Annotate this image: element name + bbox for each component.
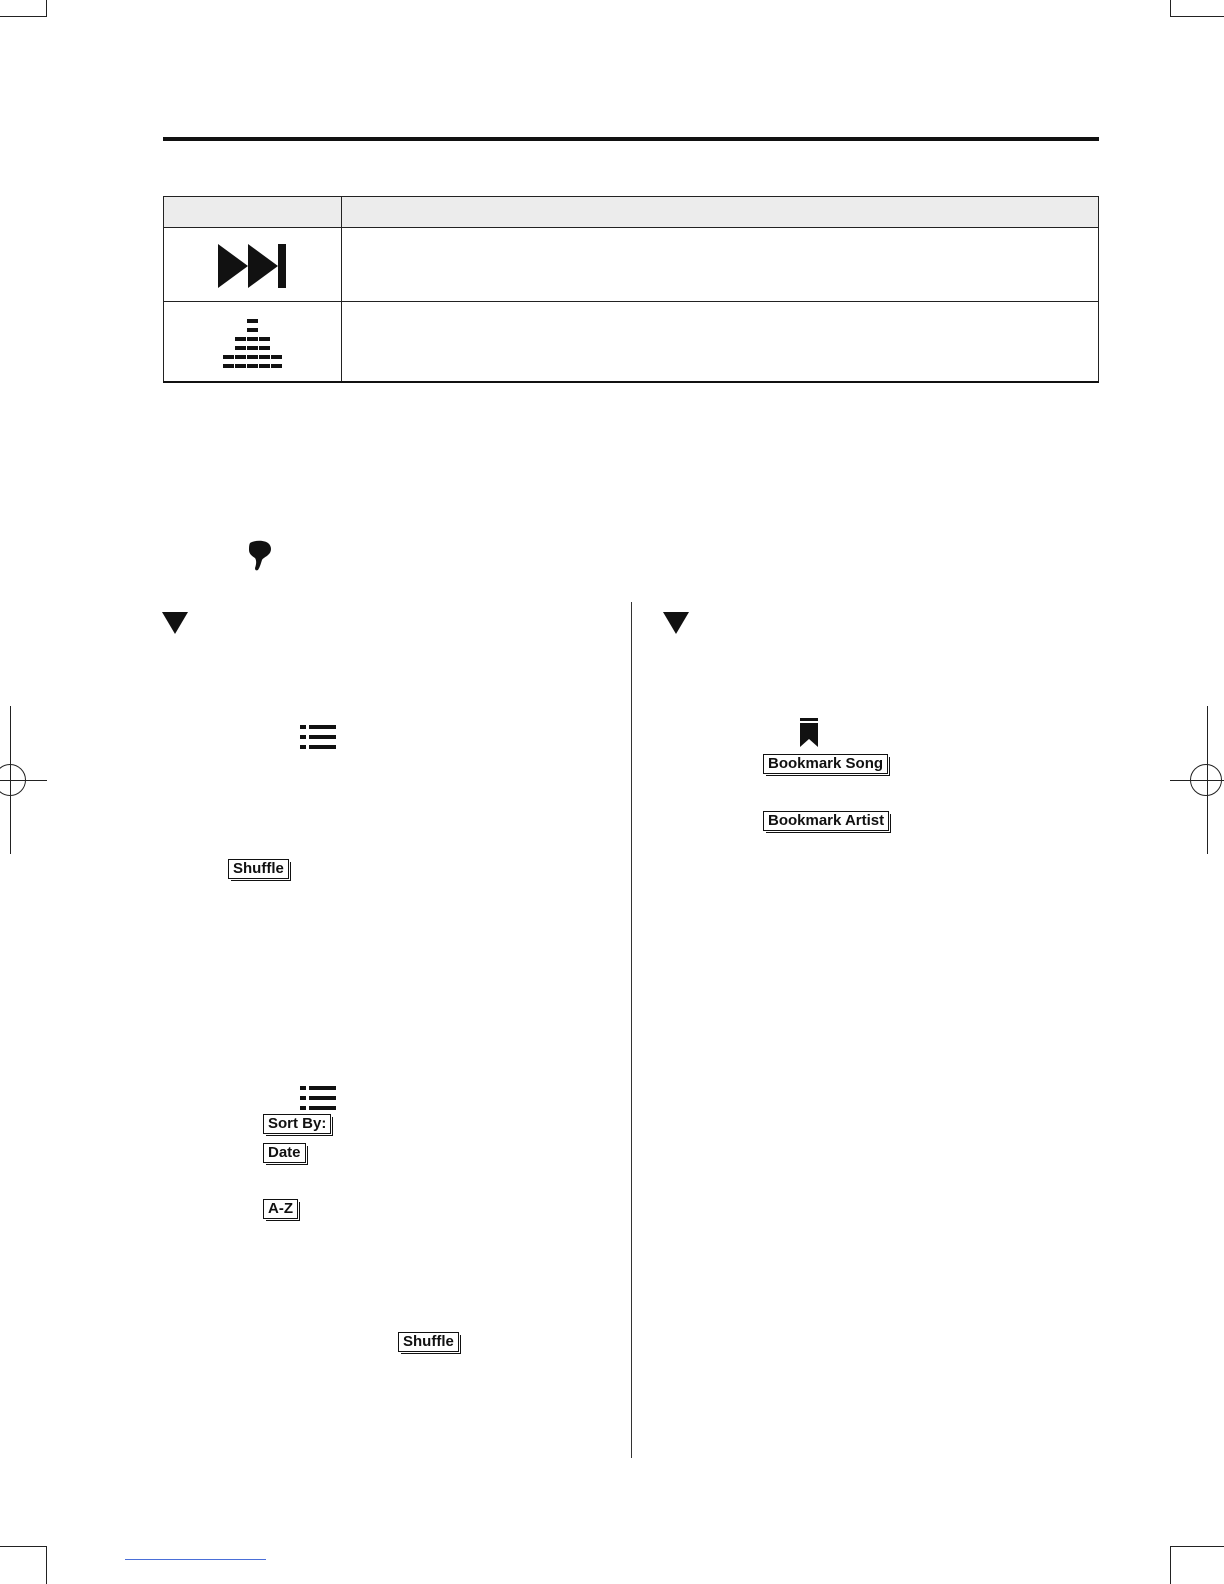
table-icon-cell — [164, 228, 342, 302]
icon-table — [163, 196, 1099, 383]
table-icon-cell — [164, 302, 342, 382]
table-description-cell — [342, 302, 1099, 382]
equalizer-icon — [223, 318, 283, 374]
table-description-cell — [342, 228, 1099, 302]
table-header-row — [164, 197, 1099, 228]
table-header-function-cell — [342, 197, 1099, 228]
list-menu-icon — [300, 725, 336, 749]
column-divider — [631, 602, 632, 1458]
table-row — [164, 228, 1099, 302]
triangle-down-icon — [162, 612, 188, 634]
az-key: A-Z — [263, 1199, 298, 1219]
table-header-icon-cell — [164, 197, 342, 228]
table-row — [164, 302, 1099, 382]
bookmark-icon — [799, 718, 819, 748]
date-key: Date — [263, 1143, 306, 1163]
thumbs-down-icon — [246, 540, 274, 572]
bookmark-song-key: Bookmark Song — [763, 754, 888, 774]
skip-forward-icon — [216, 242, 290, 290]
triangle-down-icon — [663, 612, 689, 634]
sort-by-key: Sort By: — [263, 1114, 331, 1134]
footer-link-underline[interactable] — [125, 1559, 266, 1560]
header-rule — [163, 137, 1099, 141]
list-menu-icon — [300, 1086, 336, 1110]
bookmark-artist-key: Bookmark Artist — [763, 811, 889, 831]
shuffle-key: Shuffle — [398, 1332, 459, 1352]
shuffle-key: Shuffle — [228, 859, 289, 879]
